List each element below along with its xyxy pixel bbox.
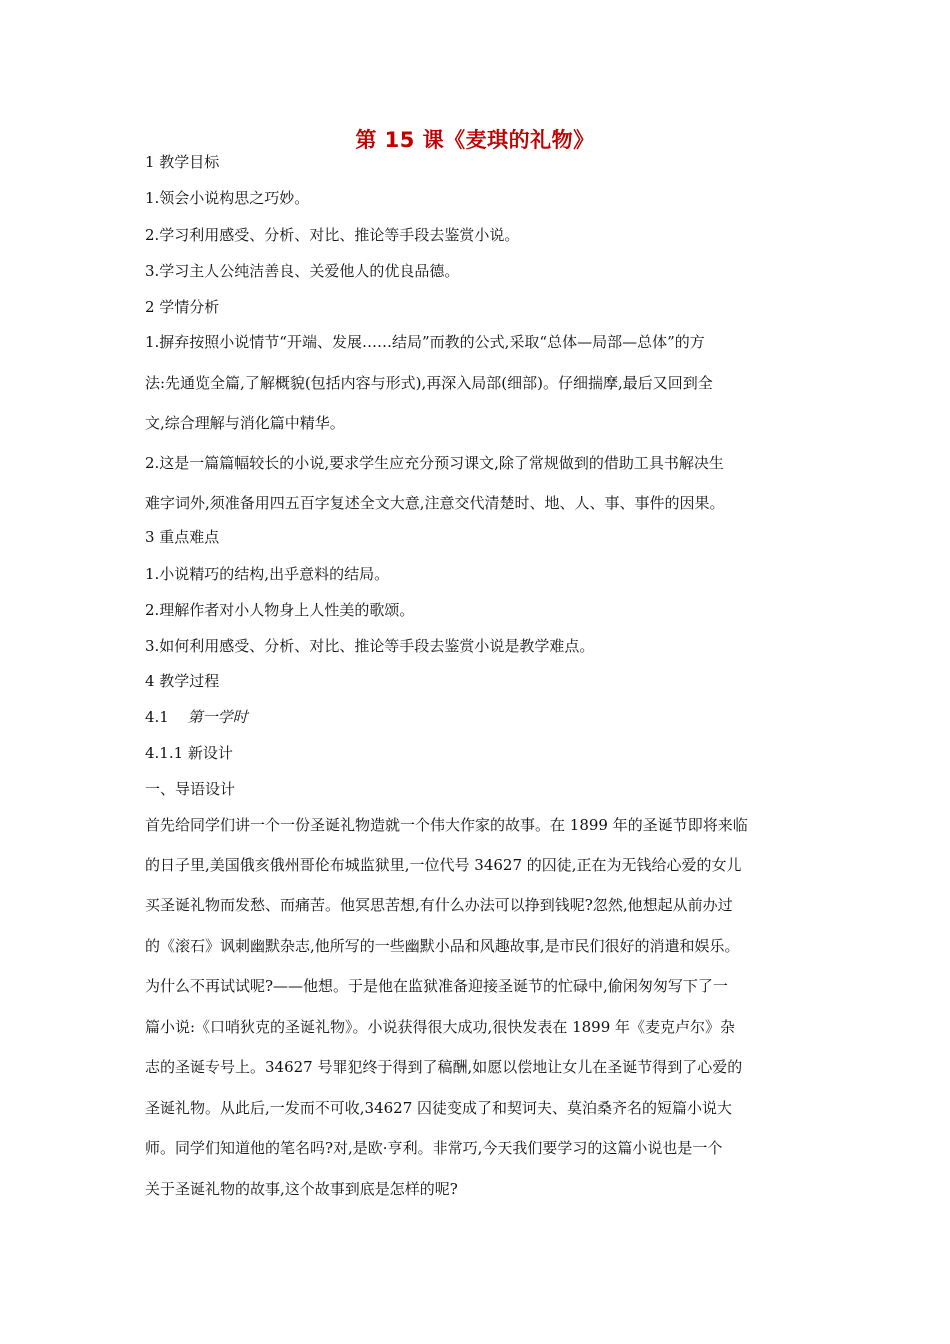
paragraph-line: 关于圣诞礼物的故事,这个故事到底是怎样的呢? xyxy=(145,1180,458,1198)
paragraph-line: 难字词外,须准备用四五百字复述全文大意,注意交代清楚时、地、人、事、事件的因果。 xyxy=(145,494,725,512)
section-heading: 4 教学过程 xyxy=(145,672,220,690)
paragraph-line: 志的圣诞专号上。34627 号罪犯终于得到了稿酬,如愿以偿地让女儿在圣诞节得到了心爱的 xyxy=(145,1058,743,1076)
subsection-title: 第一学时 xyxy=(187,708,248,726)
paragraph-line: 文,综合理解与消化篇中精华。 xyxy=(145,414,345,432)
section-heading: 一、导语设计 xyxy=(145,780,236,798)
paragraph-line: 2.这是一篇篇幅较长的小说,要求学生应充分预习课文,除了常规做到的借助工具书解决生 xyxy=(145,454,724,472)
paragraph-line: 的《滚石》讽刺幽默杂志,他所写的一些幽默小品和风趣故事,是市民们很好的消遣和娱乐。 xyxy=(145,937,740,955)
paragraph-line: 篇小说:《口哨狄克的圣诞礼物》。小说获得很大成功,很快发表在 1899 年《麦克卢尔》杂 xyxy=(145,1018,736,1036)
section-heading: 1 教学目标 xyxy=(145,153,220,171)
list-item: 1.小说精巧的结构,出乎意料的结局。 xyxy=(145,565,390,583)
paragraph-line: 师。同学们知道他的笔名吗?对,是欧·亨利。非常巧,今天我们要学习的这篇小说也是一个 xyxy=(145,1139,723,1157)
list-item: 2.理解作者对小人物身上人性美的歌颂。 xyxy=(145,601,415,619)
list-item: 2.学习利用感受、分析、对比、推论等手段去鉴赏小说。 xyxy=(145,226,520,244)
page-title: 第 15 课《麦琪的礼物》 xyxy=(355,128,595,152)
paragraph-line: 买圣诞礼物而发愁、而痛苦。他冥思苦想,有什么办法可以挣到钱呢?忽然,他想起从前办过 xyxy=(145,896,733,914)
paragraph-line: 为什么不再试试呢?——他想。于是他在监狱准备迎接圣诞节的忙碌中,偷闲匆匆写下了一 xyxy=(145,977,728,995)
list-item: 1.领会小说构思之巧妙。 xyxy=(145,189,310,207)
paragraph-line: 法:先通览全篇,了解概貌(包括内容与形式),再深入局部(细部)。仔细揣摩,最后又回到全 xyxy=(145,374,713,392)
section-heading: 3 重点难点 xyxy=(145,528,220,546)
subsection-number: 4.1 xyxy=(145,708,169,726)
subsection-heading xyxy=(145,707,825,727)
paragraph-line: 1.摒弃按照小说情节“开端、发展……结局”而教的公式,采取“总体—局部—总体”的方 xyxy=(145,333,705,351)
list-item: 3.学习主人公纯洁善良、关爱他人的优良品德。 xyxy=(145,262,460,280)
list-item: 3.如何利用感受、分析、对比、推论等手段去鉴赏小说是教学难点。 xyxy=(145,637,595,655)
section-heading: 2 学情分析 xyxy=(145,298,220,316)
subsection-heading: 4.1.1 新设计 xyxy=(145,744,233,762)
paragraph-line: 首先给同学们讲一个一份圣诞礼物造就一个伟大作家的故事。在 1899 年的圣诞节即将来临 xyxy=(145,816,748,834)
paragraph-line: 圣诞礼物。从此后,一发而不可收,34627 囚徒变成了和契诃夫、莫泊桑齐名的短篇小说大 xyxy=(145,1099,733,1117)
paragraph-line: 的日子里,美国俄亥俄州哥伦布城监狱里,一位代号 34627 的囚徒,正在为无钱给心爱的女儿 xyxy=(145,856,742,874)
